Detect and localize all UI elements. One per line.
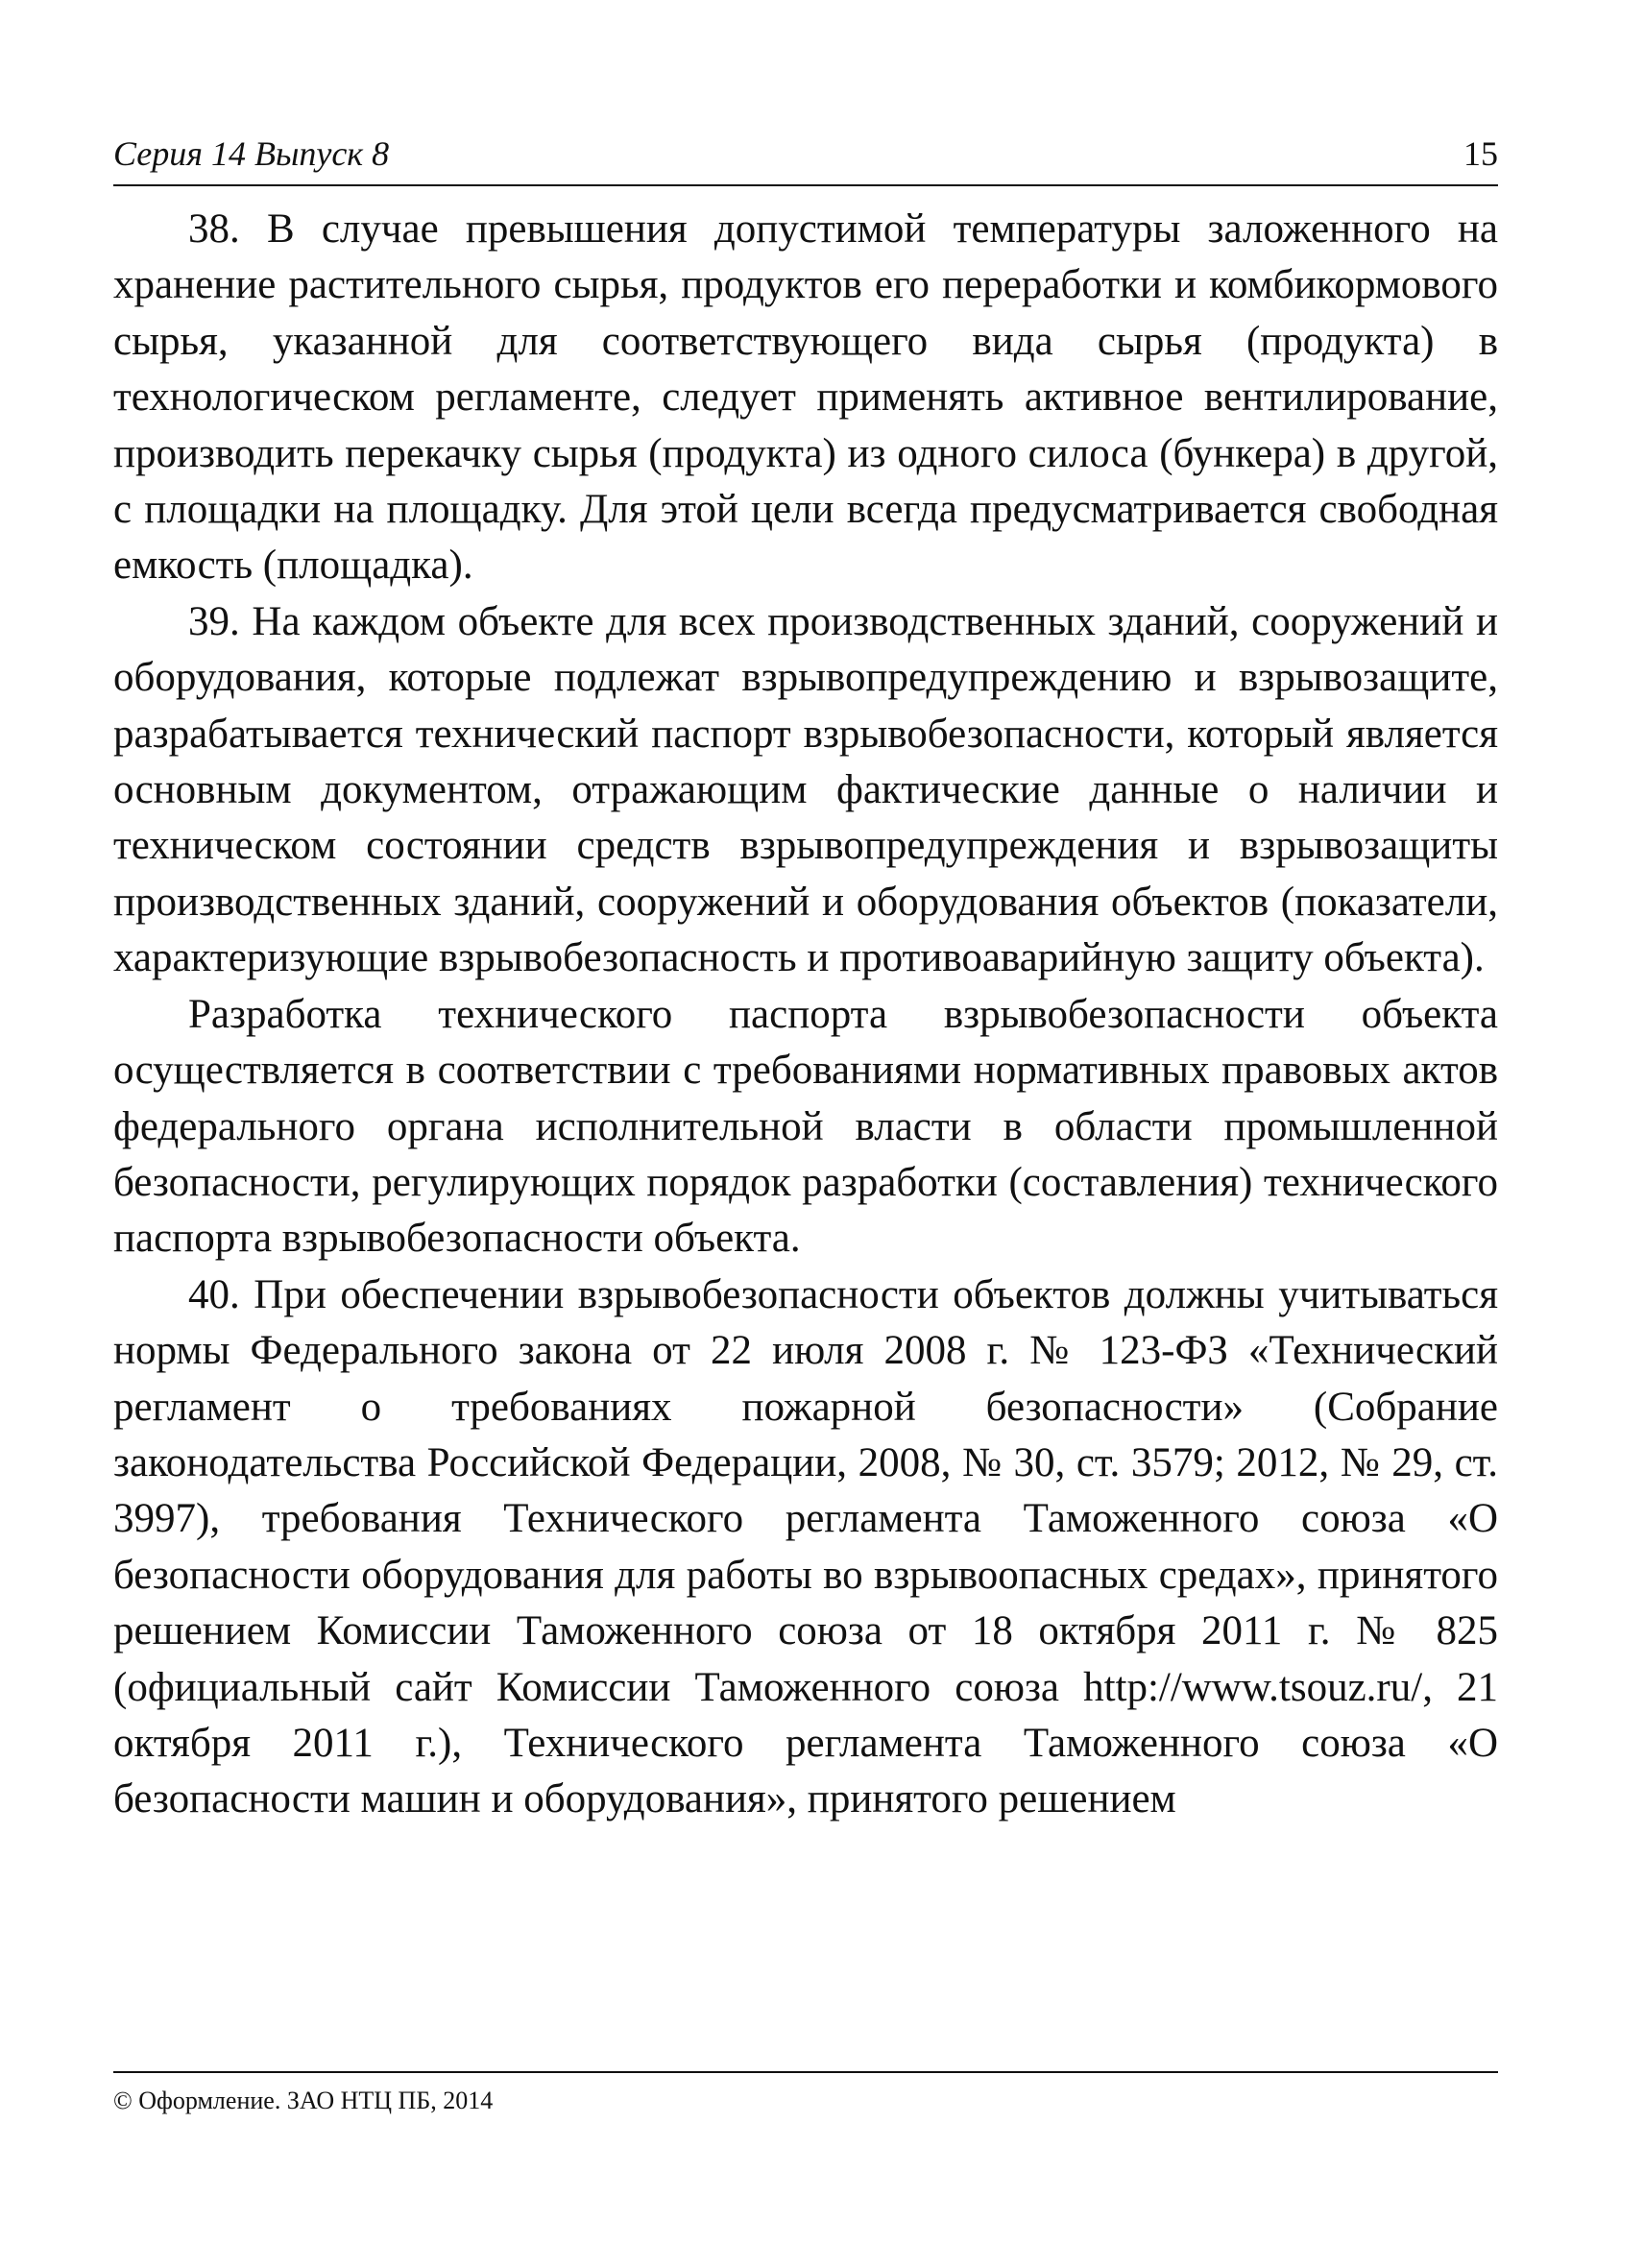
- document-page: [113, 133, 1498, 2187]
- header-series-title: Серия 14 Выпуск 8: [113, 134, 390, 173]
- paragraph-passport-development: Разработка технического паспорта взрывобезопасности объекта осуществляется в соответствии с требованиями нормативных правовых актов федерального органа исполнительной власти в области промышленной безопасности, регулирующих порядок разработки (составления) технического паспорта взрывобезопасности объекта.: [113, 991, 1498, 1262]
- header-divider: [113, 184, 1498, 186]
- footer-copyright: © Оформление. ЗАО НТЦ ПБ, 2014: [113, 2087, 494, 2114]
- paragraph-item-38: 38. В случае превышения допустимой температуры заложенного на хранение растительного сырья, продуктов его переработки и комбикормового сырья, указанной для соответствующего вида сырья (продукта) в технологическом регламенте, следует применять активное вентилирование, производить перекачку сырья (продукта) из одного силоса (бункера) в другой, с площадки на площадку. Для этой цели всегда предусматривается свободная емкость (площадка).: [113, 206, 1498, 589]
- paragraph-item-39: 39. На каждом объекте для всех производственных зданий, сооружений и оборудования, которые подлежат взрывопредупреждению и взрывозащите, разрабатывается технический паспорт взрывобезопасности, который является основным документом, отражающим фактические данные о наличии и техническом состоянии средств взрывопредупреждения и взрывозащиты производственных зданий, сооружений и оборудования объектов (показатели, характеризующие взрывобезопасность и противоаварийную защиту объекта).: [113, 598, 1498, 981]
- document-body: [113, 202, 1498, 2050]
- paragraph-item-40: 40. При обеспечении взрывобезопасности объектов должны учитываться нормы Федерального закона от 22 июля 2008 г. № 123-ФЗ «Технический регламент о требованиях пожарной безопасности» (Собрание законодательства Российской Федерации, 2008, № 30, ст. 3579; 2012, № 29, ст. 3997), требования Технического регламента Таможенного союза «О безопасности оборудования для работы во взрывоопасных средах», принятого решением Комиссии Таможенного союза от 18 октября 2011 г. № 825 (официальный сайт Комиссии Таможенного союза http://www.tsouz.ru/, 21 октября 2011 г.), Технического регламента Таможенного союза «О безопасности машин и оборудования», принятого решением: [113, 1271, 1498, 1822]
- page-number: 15: [1463, 134, 1498, 173]
- footer-divider: [113, 2071, 1498, 2073]
- running-header: [113, 133, 1498, 186]
